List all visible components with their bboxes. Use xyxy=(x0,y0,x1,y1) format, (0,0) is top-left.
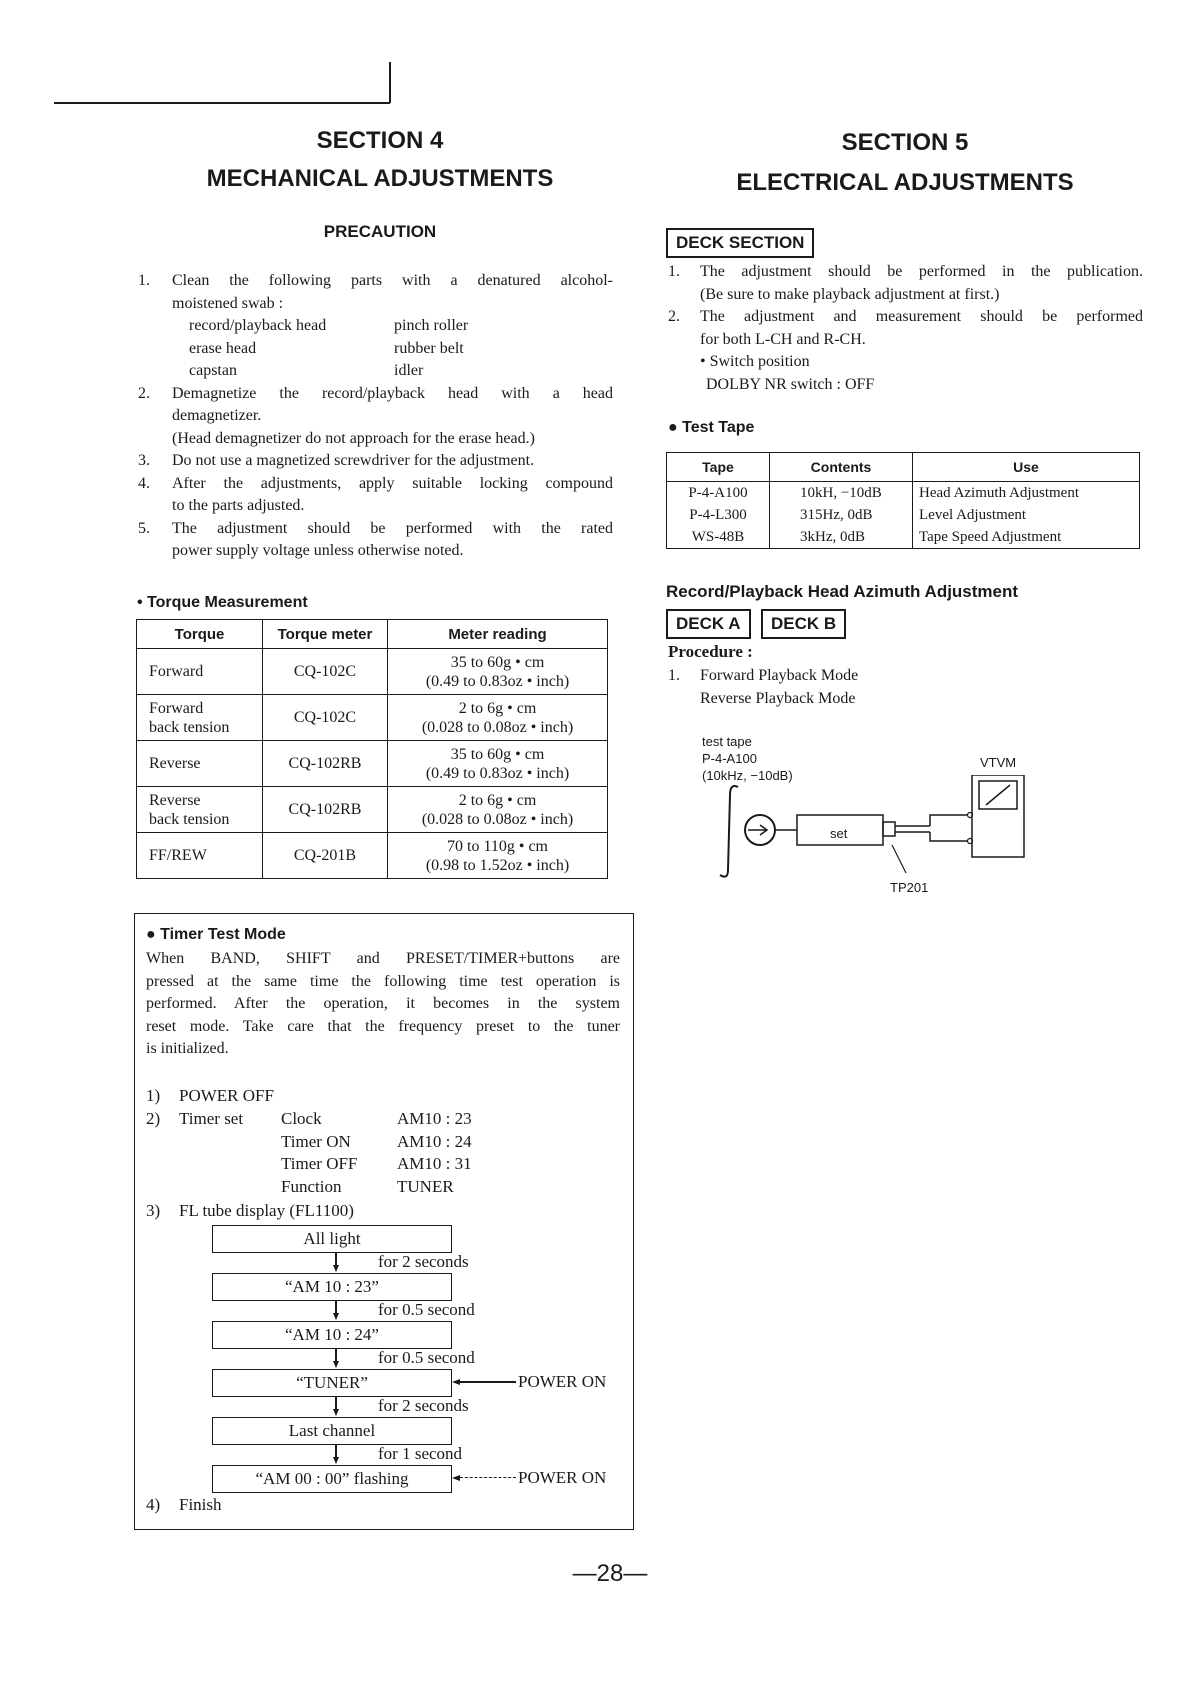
procedure-step xyxy=(668,665,858,710)
item-line: (Be sure to make playback adjustment at first.) xyxy=(700,285,1000,303)
torque-cell xyxy=(137,741,263,787)
tape-cell: WS-48B xyxy=(667,526,770,549)
meter-cell: CQ-201B xyxy=(263,833,388,879)
reading-cell xyxy=(388,741,608,787)
use-cell: Tape Speed Adjustment xyxy=(913,526,1140,549)
vtvm-box xyxy=(972,775,1024,857)
table-row xyxy=(137,741,608,787)
table-row xyxy=(137,649,608,695)
table-row xyxy=(667,504,1140,526)
para-line: reset mode. Take care that the frequency preset to the tuner xyxy=(146,1017,620,1035)
tape-path xyxy=(720,786,738,877)
power-on-label: POWER ON xyxy=(518,1468,607,1487)
flow-arrow xyxy=(335,1301,337,1313)
item-number: 4. xyxy=(138,474,150,492)
step-2 xyxy=(146,1108,243,1131)
fl-box-tuner: “TUNER” xyxy=(212,1369,452,1397)
reading-cell xyxy=(388,695,608,741)
setting-value: TUNER xyxy=(397,1176,454,1196)
setting-name: Function xyxy=(281,1176,342,1196)
para-line: performed. After the operation, it becomes in the system xyxy=(146,995,620,1012)
azimuth-heading: Record/Playback Head Azimuth Adjustment xyxy=(666,582,1019,601)
fl-box-all-light: All light xyxy=(212,1225,452,1253)
test-tape-heading: ● Test Tape xyxy=(668,419,755,436)
cell-line: 2 to 6g • cm xyxy=(458,699,537,717)
parts-list xyxy=(172,315,613,383)
timer-heading: ● Timer Test Mode xyxy=(146,926,286,943)
precaution-item xyxy=(138,518,613,563)
set-label: set xyxy=(830,826,848,841)
table-row xyxy=(137,695,608,741)
table-row xyxy=(667,526,1140,549)
wire xyxy=(930,815,968,826)
precaution-item xyxy=(138,383,613,451)
torque-heading: • Torque Measurement xyxy=(137,594,308,611)
duration-label: for 2 seconds xyxy=(378,1396,469,1415)
reading-cell xyxy=(388,833,608,879)
meter-cell: CQ-102RB xyxy=(263,741,388,787)
note-item xyxy=(668,306,1143,351)
flow-arrow xyxy=(335,1397,337,1409)
table-row xyxy=(137,787,608,833)
step-text: Timer set xyxy=(179,1109,244,1128)
para-line: When BAND, SHIFT and PRESET/TIMER+buttons are xyxy=(146,950,620,967)
table-header-row xyxy=(137,620,608,649)
part-name: record/playback head xyxy=(189,317,327,334)
cell-line: 70 to 110g • cm xyxy=(447,837,548,855)
item-number: 1. xyxy=(138,272,150,289)
step-number: 4) xyxy=(146,1495,161,1514)
power-on-line xyxy=(460,1381,516,1383)
power-on-label: POWER ON xyxy=(518,1372,607,1391)
setting-value: AM10 : 24 xyxy=(397,1131,472,1151)
cell-line: (0.98 to 1.52oz • inch) xyxy=(425,856,570,874)
item-line: The adjustment should be performed with the rated xyxy=(172,519,613,537)
precaution-item xyxy=(138,270,613,383)
flow-arrow xyxy=(335,1349,337,1361)
column-header: Contents xyxy=(770,453,913,482)
step-text: POWER OFF xyxy=(179,1086,274,1105)
cell-line: Reverse xyxy=(149,791,201,809)
arrow-left-icon xyxy=(452,1475,460,1481)
switch-position xyxy=(668,351,1143,396)
meter-needle xyxy=(986,785,1010,805)
corner-mark xyxy=(54,102,390,104)
table-row xyxy=(137,833,608,879)
contents-cell: 3kHz, 0dB xyxy=(770,526,913,549)
step-3 xyxy=(146,1200,354,1223)
arrow-down-icon xyxy=(333,1313,339,1320)
flow-arrow xyxy=(335,1253,337,1265)
section-4-label: SECTION 4 xyxy=(316,127,444,154)
cell-line: 35 to 60g • cm xyxy=(450,653,545,671)
fl-box-flashing: “AM 00 : 00” flashing xyxy=(212,1465,452,1493)
diagram-line: test tape xyxy=(702,734,752,749)
step-text: Finish xyxy=(179,1495,222,1514)
cell-line: Reverse xyxy=(149,755,201,772)
contents-cell: 10kH, −10dB xyxy=(770,482,913,505)
item-line: Demagnetize the record/playback head with a head xyxy=(172,384,613,402)
item-number: 2. xyxy=(138,384,150,402)
item-line: demagnetizer. xyxy=(172,407,262,424)
section-5-label: SECTION 5 xyxy=(841,129,969,156)
item-line: to the parts adjusted. xyxy=(172,497,305,514)
part-name: idler xyxy=(394,362,424,379)
cell-line: (0.028 to 0.08oz • inch) xyxy=(421,718,574,736)
cell-line: (0.028 to 0.08oz • inch) xyxy=(421,810,574,828)
duration-label: for 1 second xyxy=(378,1444,463,1463)
arrow-down-icon xyxy=(333,1361,339,1368)
setting-value: AM10 : 31 xyxy=(397,1154,472,1173)
item-line: for both L-CH and R-CH. xyxy=(700,330,866,348)
item-line: After the adjustments, apply suitable locking compound xyxy=(172,474,613,492)
cell-line: FF/REW xyxy=(149,847,207,864)
setting-value: AM10 : 23 xyxy=(397,1109,472,1128)
part-name: pinch roller xyxy=(394,317,469,334)
cell-line: 35 to 60g • cm xyxy=(450,745,545,763)
adjustment-notes xyxy=(668,261,1143,396)
duration-label: for 0.5 second xyxy=(378,1348,475,1367)
tp201-pointer xyxy=(892,845,906,873)
torque-cell xyxy=(137,787,263,833)
use-cell: Head Azimuth Adjustment xyxy=(913,482,1140,505)
item-line: Forward Playback Mode xyxy=(700,667,859,684)
item-line: Do not use a magnetized screwdriver for the adjustment. xyxy=(172,452,535,469)
tp201-label: TP201 xyxy=(890,880,929,895)
cell-line: (0.49 to 0.83oz • inch) xyxy=(425,672,570,690)
reading-cell xyxy=(388,787,608,833)
table-header-row xyxy=(667,453,1140,482)
item-line: DOLBY NR switch : OFF xyxy=(706,375,875,393)
duration-label: for 0.5 second xyxy=(378,1300,475,1319)
step-text: FL tube display (FL1100) xyxy=(179,1201,354,1220)
item-number: 1. xyxy=(668,263,680,280)
item-line: Reverse Playback Mode xyxy=(700,689,856,707)
connector-icon xyxy=(883,822,895,836)
torque-cell xyxy=(137,833,263,879)
table-row xyxy=(667,482,1140,505)
cell-line: (0.49 to 0.83oz • inch) xyxy=(425,764,570,782)
cell-line: Forward xyxy=(149,699,204,717)
item-number: 1. xyxy=(668,667,680,684)
section-5-title: ELECTRICAL ADJUSTMENTS xyxy=(736,169,1074,196)
step-number: 1) xyxy=(146,1086,161,1105)
timer-set-list xyxy=(281,1108,472,1198)
tape-cell: P-4-L300 xyxy=(667,504,770,526)
arrow-down-icon xyxy=(333,1409,339,1416)
diagram-line: P-4-A100 xyxy=(702,751,757,766)
cell-line: back tension xyxy=(149,810,230,828)
fl-box-am1024: “AM 10 : 24” xyxy=(212,1321,452,1349)
meter-cell: CQ-102C xyxy=(263,649,388,695)
timer-paragraph xyxy=(146,948,620,1061)
use-cell: Level Adjustment xyxy=(913,504,1140,526)
column-header: Tape xyxy=(667,453,770,482)
page-number: —28— xyxy=(572,1560,648,1587)
cell-line: back tension xyxy=(149,718,230,736)
fl-box-am1023: “AM 10 : 23” xyxy=(212,1273,452,1301)
torque-cell xyxy=(137,649,263,695)
meter-cell: CQ-102RB xyxy=(263,787,388,833)
arrow-down-icon xyxy=(333,1265,339,1272)
diagram-line: (10kHz, −10dB) xyxy=(702,768,793,783)
procedure-label: Procedure : xyxy=(668,642,753,661)
part-name: rubber belt xyxy=(394,339,464,357)
setting-name: Clock xyxy=(281,1109,322,1128)
set-box xyxy=(797,815,883,845)
section-4-title: MECHANICAL ADJUSTMENTS xyxy=(206,165,554,192)
item-line: The adjustment should be performed in the publication. xyxy=(700,263,1143,280)
torque-cell xyxy=(137,695,263,741)
power-on-line xyxy=(460,1477,516,1478)
part-name: capstan xyxy=(189,362,237,379)
vtvm-label: VTVM xyxy=(980,755,1017,770)
para-line: is initialized. xyxy=(146,1040,229,1057)
flow-arrow xyxy=(335,1445,337,1457)
deck-b-label: DECK B xyxy=(761,609,846,639)
precaution-item xyxy=(138,473,613,518)
part-name: erase head xyxy=(189,339,257,357)
item-line: • Switch position xyxy=(700,353,810,370)
item-line: (Head demagnetizer do not approach for the erase head.) xyxy=(172,429,535,447)
deck-a-label: DECK A xyxy=(666,609,751,639)
fl-box-last-channel: Last channel xyxy=(212,1417,452,1445)
reading-cell xyxy=(388,649,608,695)
corner-mark-vertical xyxy=(389,62,391,103)
deck-section-label: DECK SECTION xyxy=(666,228,814,258)
wire xyxy=(930,832,968,841)
duration-label: for 2 seconds xyxy=(378,1252,469,1271)
step-number: 2) xyxy=(146,1109,161,1128)
arrow-left-icon xyxy=(452,1379,460,1385)
precaution-heading: PRECAUTION xyxy=(323,222,437,241)
contents-cell: 315Hz, 0dB xyxy=(770,504,913,526)
step-1 xyxy=(146,1085,274,1108)
column-header: Meter reading xyxy=(388,620,608,649)
item-number: 5. xyxy=(138,519,150,537)
step-number: 3) xyxy=(146,1201,161,1220)
item-line: power supply voltage unless otherwise noted. xyxy=(172,542,464,559)
item-line: moistened swab : xyxy=(172,294,284,312)
step-4 xyxy=(146,1494,222,1517)
column-header: Torque meter xyxy=(263,620,388,649)
item-number: 3. xyxy=(138,452,150,469)
precaution-item xyxy=(138,450,613,473)
para-line: pressed at the same time the following time test operation is xyxy=(146,972,620,990)
cell-line: Forward xyxy=(149,663,204,680)
note-item xyxy=(668,261,1143,306)
head-arrow-icon xyxy=(748,825,767,835)
connection-diagram xyxy=(700,775,1040,885)
test-tape-table xyxy=(666,452,1140,549)
column-header: Use xyxy=(913,453,1140,482)
precaution-list xyxy=(138,270,613,563)
arrow-down-icon xyxy=(333,1457,339,1464)
tape-cell: P-4-A100 xyxy=(667,482,770,505)
meter-cell: CQ-102C xyxy=(263,695,388,741)
item-line: Clean the following parts with a denatured alcohol- xyxy=(172,272,613,289)
torque-table xyxy=(136,619,608,879)
setting-name: Timer OFF xyxy=(281,1154,358,1173)
item-line: The adjustment and measurement should be performed xyxy=(700,308,1143,325)
setting-name: Timer ON xyxy=(281,1131,351,1151)
cell-line: 2 to 6g • cm xyxy=(458,791,537,809)
column-header: Torque xyxy=(137,620,263,649)
item-number: 2. xyxy=(668,308,680,325)
